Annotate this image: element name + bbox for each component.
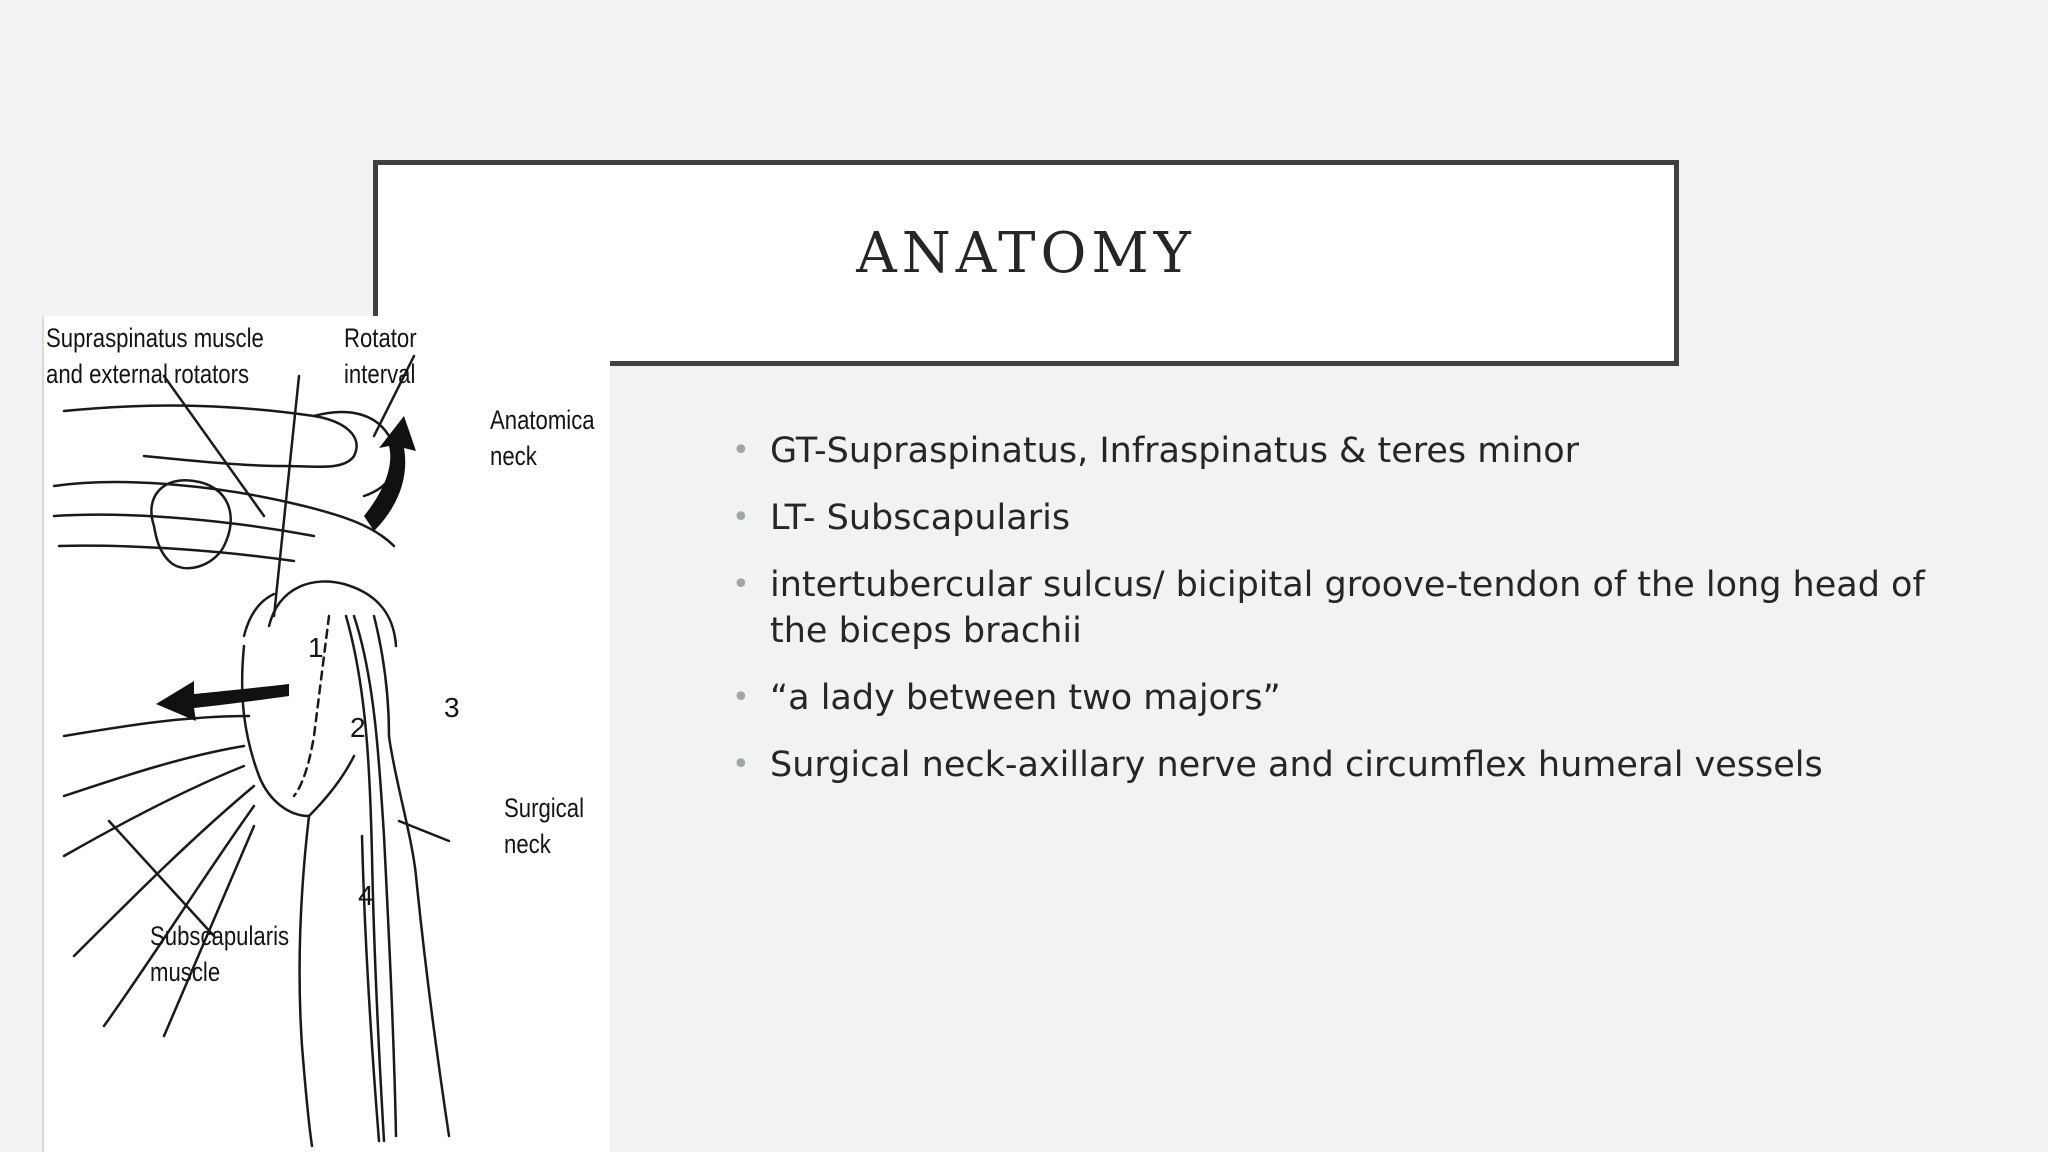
- bullet-dot-icon: •: [732, 433, 750, 468]
- label-rotator-interval: Rotator interval: [344, 323, 417, 389]
- bullet-item: [730, 675, 1970, 721]
- bullet-dot-icon: •: [732, 680, 750, 715]
- bullet-dot-icon: •: [732, 500, 750, 535]
- region-number-2: 2: [350, 712, 366, 743]
- region-number-3: 3: [444, 692, 460, 723]
- bullet-dot-icon: •: [732, 747, 750, 782]
- label-subscapularis: Subscapularis muscle: [150, 921, 290, 987]
- bullet-dot-icon: •: [732, 567, 750, 602]
- region-number-1: 1: [308, 632, 324, 663]
- label-supraspinatus: Supraspinatus muscle and external rotators: [46, 323, 264, 389]
- bullet-item: [730, 562, 1970, 654]
- bullet-text: GT-Supraspinatus, Infraspinatus & teres minor: [770, 431, 1580, 471]
- bullet-text: Surgical neck-axillary nerve and circumflex humeral vessels: [770, 745, 1823, 785]
- label-surgical-neck: Surgical neck: [504, 793, 584, 859]
- bullet-text: “a lady between two majors”: [770, 678, 1281, 718]
- bullet-item: [730, 495, 1970, 541]
- bullet-text: intertubercular sulcus/ bicipital groove-tendon of the long head of the biceps brachii: [770, 565, 1925, 651]
- label-anatomical-neck: Anatomica neck: [490, 405, 595, 471]
- bullet-list: [730, 428, 1970, 809]
- bullet-item: [730, 428, 1970, 474]
- shoulder-anatomy-figure: [42, 316, 610, 1152]
- slide-title: ANATOMY: [856, 221, 1196, 286]
- bullet-text: LT- Subscapularis: [770, 498, 1071, 538]
- bullet-item: [730, 742, 1970, 788]
- region-number-4: 4: [358, 880, 374, 911]
